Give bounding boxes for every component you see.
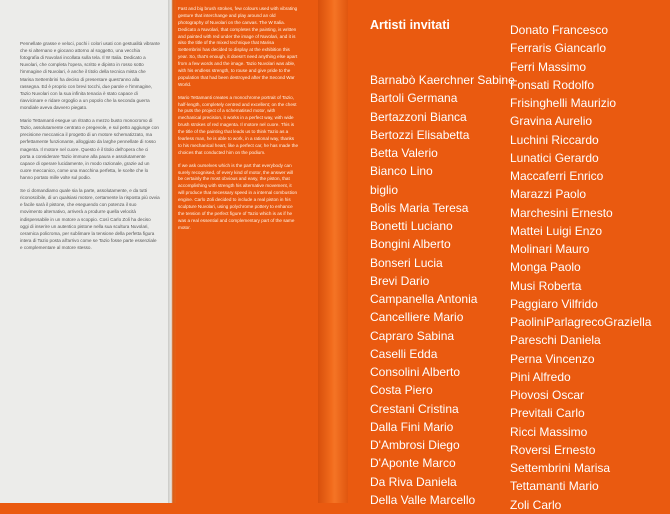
artist-name: D'Ambrosi Diego [370, 438, 460, 452]
artist-name: Luchini Riccardo [510, 132, 599, 147]
artist-name: Gravina Aurelio [510, 114, 593, 129]
artist-name: Ferri Massimo [510, 59, 587, 74]
artist-name: Monga Paolo [510, 260, 581, 275]
english-text-column [178, 6, 298, 238]
artist-name: Brevi Dario [370, 273, 430, 288]
artist-name: Campanella Antonia [370, 292, 478, 306]
artist-name: Pareschi Daniela [510, 333, 601, 348]
artist-name: Tettamanti Mario [510, 479, 599, 494]
artist-name: Ferraris Giancarlo [510, 41, 607, 56]
artist-name: Pini Alfredo [510, 369, 571, 384]
artist-name: Frisinghelli Maurizio [510, 96, 617, 110]
artist-name: Caselli Edda [370, 346, 438, 361]
artist-name: Bertazzoni Bianca [370, 109, 467, 124]
artist-name: Molinari Mauro [510, 242, 590, 256]
artist-name: Zoli Carlo [510, 497, 562, 512]
artist-name: Mattei Luigi Enzo [510, 223, 603, 238]
artist-name: Ricci Massimo [510, 424, 588, 439]
paragraph: Mario Tettamanti creates a monochrome portrait of Tazio, half-length, completely centred and excellent; on the chest he puts the project of a schematised motor, with mechanical precision, it works in a perfect way, with wide brush strokes of red magenta. Il motore nel cuore. This is the title of the painting that leads us to think Tazio as a fearless man, he is able to work, in a rational way, thanks to his mechanical heart, like a perfect car, he has made the choices that conducted him on the podium. [178, 94, 299, 155]
artist-name: Paggiaro Vilfrido [510, 296, 598, 311]
book-spine [318, 0, 348, 503]
artist-name: Bertozzi Elisabetta [370, 127, 470, 142]
artist-name: Perna Vincenzo [510, 351, 595, 366]
artist-name: Bongini Alberto [370, 237, 451, 252]
artist-name: Settembrini Marisa [510, 461, 611, 475]
artist-name: Bianco Lino [370, 164, 433, 179]
artist-name: Marazzi Paolo [510, 187, 587, 202]
artist-name: biglio [370, 182, 399, 197]
artist-name: Costa Piero [370, 383, 433, 398]
artist-name: Lunatici Gerardo [510, 150, 599, 165]
artist-name: Betta Valerio [370, 146, 438, 160]
artist-name: Barnabò Kaerchner Sabine [370, 73, 515, 87]
artist-name: Maccaferri Enrico [510, 169, 604, 183]
left-page [0, 0, 172, 503]
artist-name: Fonsati Rodolfo [510, 77, 595, 92]
artist-name: Da Riva Daniela [370, 474, 457, 489]
artist-name: Donato Francesco [510, 23, 609, 37]
artist-name: Crestani Cristina [370, 401, 459, 416]
artist-name: Della Valle Marcello [370, 492, 476, 507]
artist-name: Musi Roberta [510, 278, 582, 293]
artist-name: Roversi Ernesto [510, 442, 596, 457]
section-title: Artisti invitati [370, 18, 450, 32]
artist-name: Cancelliere Mario [370, 310, 464, 325]
page-gutter [168, 0, 176, 503]
artist-name: Consolini Alberto [370, 365, 461, 379]
artist-name: Previtali Carlo [510, 406, 585, 421]
artist-name: D'Aponte Marco [370, 456, 456, 471]
artist-name: Bonseri Lucia [370, 255, 443, 270]
artist-name: Bolis Maria Teresa [370, 200, 469, 215]
italian-text-column [20, 40, 160, 257]
artist-name: Bartoli Germana [370, 91, 458, 106]
paragraph: If we ask ourselves which is the part that everybody can surely recognised, of every kind of motor, the answer will be certainly the most obvious and easy, the piston, that accomplishing with strength his alternative movement, it will produce that necessary speed in a internal combustion engine. Carlo Zoli decided to include a real piston in his sculpture Nuvolari, using polychrome pottery to enhance the tension of the perfect figure of Tazio which is as if he was a real essential and complementary part of the same motor. [178, 162, 297, 230]
paragraph: Se ci domandiamo quale sia la parte, assolutamente, e da tutti riconoscibile, di un qualsiasi motore, certamente la risposta più ovvia e facile sarà il pistone, che eseguendo con potenza il suo movimento alternativo, arriverà a produrre quella velocità indispensabile in un motore a scoppio. Così Carlo Zoli ha deciso oggi di inserire un autentico pistone nella sua scultura Nuvolari, ceramica policroma, per sublimare la tensione della perfetta figura intera di Tazio posta all'arrivo come se Tazio fosse parte essenziale e complementare al motore stesso. [20, 188, 160, 250]
artist-name: Dalla Fini Mario [370, 419, 454, 434]
artist-name: Marchesini Ernesto [510, 205, 613, 220]
paragraph: Mario Tettamanti esegue un ritratto a mezzo busto monocromo di Tazio, assolutamente centrato e pregevole, e sul petto aggiunge con precisione meccanica il progetto di un motore schematizzato, ma perfettamente funzionante, alloggiato da larghe pennellate di rosso magenta. Il motore nel cuore. Questo è il titolo dell'opera che ci porta a considerare Tazio immune alla paura e assolutamente capace di operare lucidamente, in modo razionale, grazie ad un cuore meccanico, come una macchina perfetta, le scelte che lo hanno portato mille volte sul podio. [20, 118, 159, 180]
artist-name: Capraro Sabina [370, 328, 455, 343]
right-page [348, 0, 670, 512]
artist-name: PaoliniParlagrecoGraziella [510, 315, 652, 329]
artist-list-b [510, 21, 651, 514]
paragraph: Fast and big brush strokes, few colours used with vibrating gesture that interchange and play around an old photography of Nuvolari on the canvas. The W Italia. Dedicato a Nuvolari, that completes the painting, is written and painted with red under the image of Nuvolari, and it is also the title of the mixed technique that Marisa Settembrini has decided to display at the exhibition this year. So, that's enough, it doesn't need anything else apart from a few words and the image. Tazio Nuvolari was able, with his endless strength, to rouse and give pride to the population that had been destroyed after the Second War World. [178, 6, 298, 87]
artist-name: Piovosi Oscar [510, 388, 585, 402]
artist-name: Bonetti Luciano [370, 219, 453, 233]
paragraph: Pennellate grasse e veloci, pochi i colori usati con gestualità vibrante che si alternano e giocano attorno al soggetto, una vecchia fotografia di Nuvolari incollata sulla tela. Il W Italia. Dedicato a Nuvolari, che completa l'opera, scritto e dipinto in rosso sotto l'immagine di Nuvolari, è anche il titolo della tecnica mista che Marisa Settembrini ha deciso di presentare quest'anno alla rassegna. Ed è proprio con brevi tocchi, due parole e l'immagine, Tazio Nuvolari con la sua infinita tenacia è stato capace di riavvicinare e ridare orgoglio a un popolo che la seconda guerra mondiale aveva davvero piegato. [20, 41, 160, 110]
artist-list-a [370, 71, 515, 509]
